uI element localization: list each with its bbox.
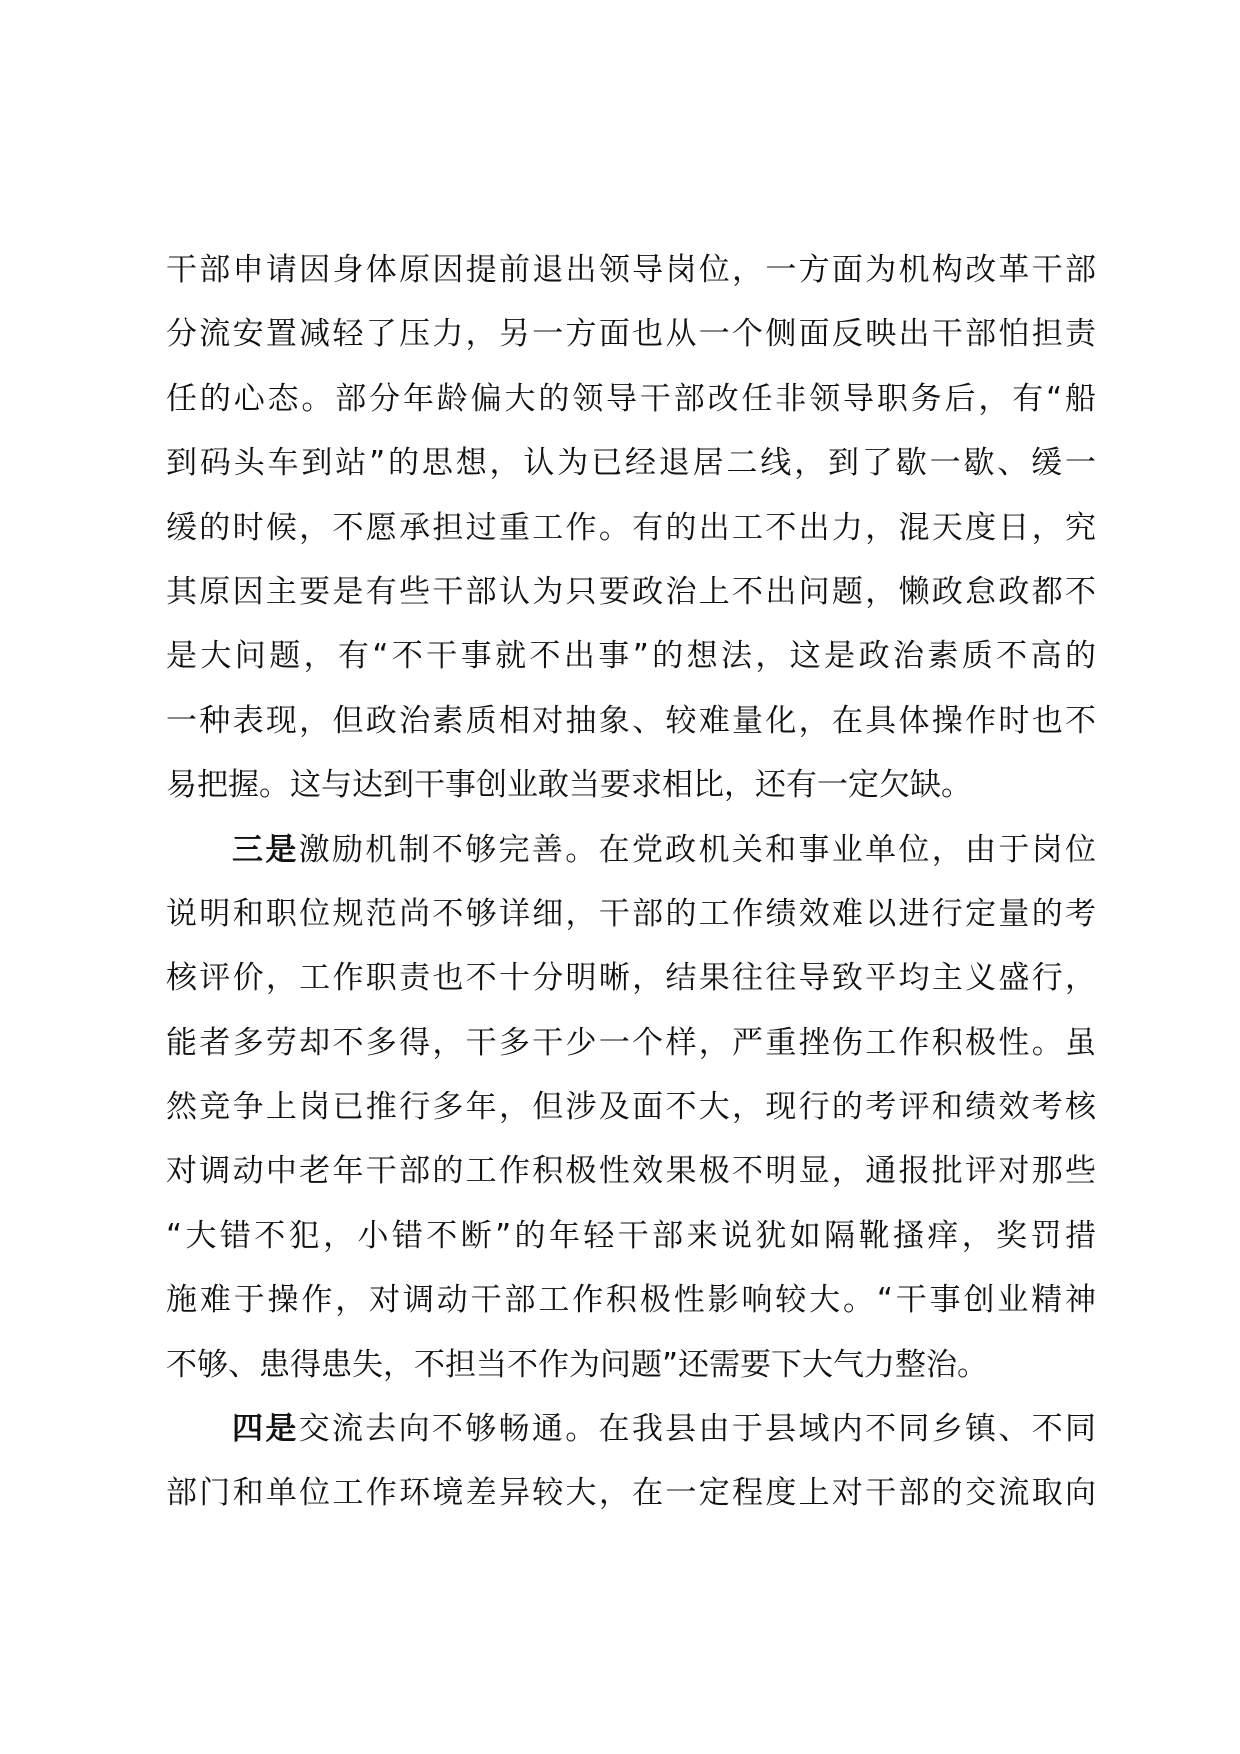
text-line: 不够、患得患失，不担当不作为问题”还需要下大气力整治。 <box>166 1346 989 1383</box>
text-line: 任的心态。部分年龄偏大的领导干部改任非领导职务后，有“船 <box>166 380 1096 417</box>
paragraph-lead-three: 三是 <box>232 831 299 868</box>
text-line: 能者多劳却不多得，干多干少一个样，严重挫伤工作积极性。虽 <box>166 1024 1096 1061</box>
text-line: 易把握。这与达到干事创业敢当要求相比，还有一定欠缺。 <box>166 767 972 804</box>
text-line: 到码头车到站”的思想，认为已经退居二线，到了歇一歇、缓一 <box>166 445 1096 482</box>
text-line: 然竞争上岗已推行多年，但涉及面不大，现行的考评和绩效考核 <box>166 1089 1096 1126</box>
paragraph-start-line <box>166 818 1096 882</box>
text-segment: 激励机制不够完善。在党政机关和事业单位，由于岗位 <box>298 831 1096 868</box>
body-text <box>166 238 1096 1526</box>
text-segment: 交流去向不够畅通。在我县由于县域内不同乡镇、不同 <box>298 1411 1096 1448</box>
text-line: “大错不犯，小错不断”的年轻干部来说犹如隔靴搔痒，奖罚措 <box>166 1217 1096 1254</box>
text-line: 其原因主要是有些干部认为只要政治上不出问题，懒政怠政都不 <box>166 573 1096 610</box>
text-line: 对调动中老年干部的工作积极性效果极不明显，通报批评对那些 <box>166 1153 1096 1190</box>
text-line: 干部申请因身体原因提前退出领导岗位，一方面为机构改革干部 <box>166 252 1096 288</box>
text-line: 施难于操作，对调动干部工作积极性影响较大。“干事创业精神 <box>166 1282 1096 1319</box>
text-line: 是大问题，有“不干事就不出事”的想法，这是政治素质不高的 <box>166 638 1096 675</box>
paragraph-start-line <box>166 1397 1096 1461</box>
text-line: 部门和单位工作环境差异较大，在一定程度上对干部的交流取向 <box>166 1475 1096 1512</box>
text-line: 分流安置减轻了压力，另一方面也从一个侧面反映出干部怕担责 <box>166 316 1096 353</box>
text-line: 缓的时候，不愿承担过重工作。有的出工不出力，混天度日，究 <box>166 509 1096 546</box>
paragraph-lead-four: 四是 <box>232 1411 299 1448</box>
text-line: 核评价，工作职责也不十分明晰，结果往往导致平均主义盛行， <box>166 960 1096 997</box>
text-line: 一种表现，但政治素质相对抽象、较难量化，在具体操作时也不 <box>166 702 1096 739</box>
text-line: 说明和职位规范尚不够详细，干部的工作绩效难以进行定量的考 <box>166 895 1096 932</box>
